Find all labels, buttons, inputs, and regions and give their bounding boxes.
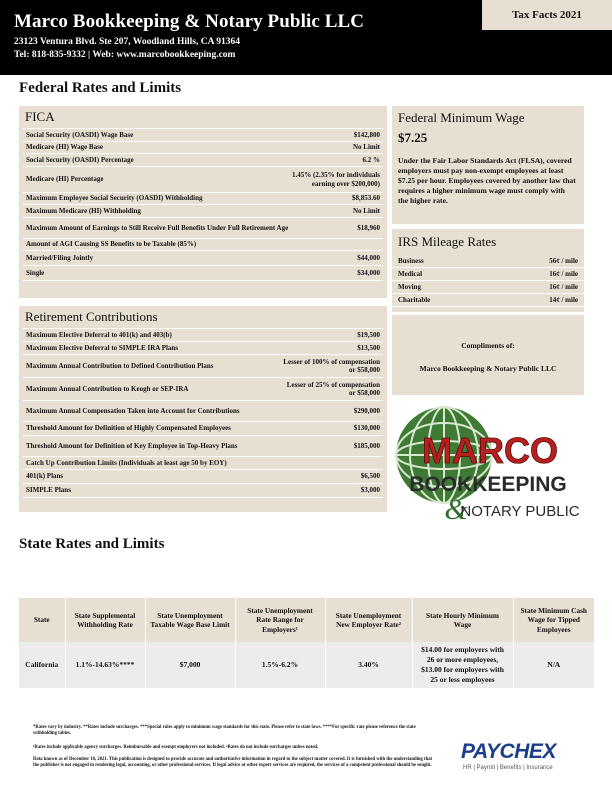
logo-word-marco: MARCO (422, 430, 558, 471)
min-wage-title: Federal Minimum Wage (398, 110, 525, 125)
row-value: $130,000 (353, 424, 380, 433)
row-value: No Limit (352, 143, 380, 152)
state-cell: $7,000 (145, 642, 235, 688)
table-row (23, 205, 383, 218)
row-label: Maximum Annual Contribution to Defined Contribution Plans (26, 361, 214, 370)
row-label: 401(k) Plans (26, 472, 64, 481)
mileage-label: Medical (398, 270, 423, 278)
table-row (23, 436, 383, 457)
row-label: Maximum Medicare (HI) Withholding (26, 206, 141, 215)
state-column-header: State Supplemental Withholding Rate (65, 598, 145, 642)
table-row (23, 329, 383, 342)
table-row (23, 457, 383, 470)
row-label: Threshold Amount for Definition of Highly Compensated Employees (26, 424, 231, 433)
retirement-table (23, 328, 383, 498)
firm-address: 23123 Ventura Blvd. Ste 207, Woodland Hills, CA 91364 (14, 37, 241, 47)
state-cell: 3.40% (325, 642, 412, 688)
row-label: Maximum Employee Social Security (OASDI) Withholding (26, 194, 203, 203)
state-column-header: State Unemployment Taxable Wage Base Limit (145, 598, 235, 642)
row-value: $142,800 (353, 130, 380, 139)
row-value: 6.2 % (362, 155, 380, 164)
firm-name: Marco Bookkeeping & Notary Public LLC (14, 11, 365, 32)
compliments-panel (392, 315, 584, 395)
row-value: $3,000 (360, 486, 380, 495)
row-value: Lesser of 25% of compensation or $58,000 (286, 380, 380, 397)
fica-table (23, 128, 383, 281)
table-row (23, 251, 383, 266)
table-row (23, 342, 383, 355)
mileage-label: Business (398, 257, 424, 265)
row-value: $19,500 (357, 330, 380, 339)
mileage-value: 14¢ / mile (549, 296, 578, 304)
table-row (23, 422, 383, 436)
row-value: Lesser of 100% of compensation or $58,000 (283, 357, 380, 374)
table-row (23, 470, 383, 484)
row-label: Catch Up Contribution Limits (Individuals at least age 50 by EOY) (26, 458, 227, 467)
row-label: Single (26, 268, 45, 277)
mileage-value: 56¢ / mile (549, 257, 578, 265)
compliments-label: Compliments of: (461, 341, 515, 350)
state-column-header: State Unemployment Rate Range for Employers¹ (235, 598, 325, 642)
state-column-header: State Unemployment New Employer Rate² (325, 598, 412, 642)
paychex-tagline: HR | Payroll | Benefits | Insurance (463, 765, 553, 771)
mileage-label: Charitable (398, 296, 431, 304)
state-column-header: State (19, 598, 65, 642)
row-value: No Limit (352, 206, 380, 215)
tax-facts-tag: Tax Facts 2021 (482, 0, 612, 30)
paychex-logo (461, 740, 556, 771)
table-row (23, 266, 383, 281)
fica-panel (19, 106, 387, 298)
firm-contact: Tel: 818-835-9332 | Web: www.marcobookkeeping.com (14, 50, 236, 60)
table-row (23, 484, 383, 498)
row-label: Maximum Elective Deferral to SIMPLE IRA Plans (26, 343, 179, 352)
row-label: Social Security (OASDI) Wage Base (26, 130, 134, 139)
row-label: Medicare (HI) Percentage (26, 175, 104, 184)
table-row (23, 129, 383, 142)
mileage-row (392, 294, 584, 307)
row-value: $18,960 (357, 223, 380, 232)
table-row (19, 642, 594, 688)
footnote-surcharges: ¹Rates include applicable agency surcharges. Reimbursable and exempt employers not included. ²Rates do not include surcharges unless noted. (33, 745, 319, 750)
row-value: $8,853.60 (352, 194, 380, 203)
table-row (23, 218, 383, 239)
state-cell: California (19, 642, 65, 688)
marco-logo (392, 395, 584, 527)
logo-word-notary: NOTARY PUBLIC (460, 503, 580, 520)
marco-logo-graphic (392, 395, 584, 527)
federal-section-title: Federal Rates and Limits (19, 80, 182, 96)
table-row (23, 193, 383, 205)
row-label: Amount of AGI Causing SS Benefits to be Taxable (85%) (26, 240, 197, 249)
mileage-value: 16¢ / mile (549, 270, 578, 278)
retirement-title: Retirement Contributions (25, 309, 158, 324)
table-row (23, 355, 383, 378)
mileage-row (392, 281, 584, 294)
mileage-table (392, 255, 584, 307)
state-cell: 1.5%-6.2% (235, 642, 325, 688)
mileage-label: Moving (398, 283, 421, 291)
state-rates-table (19, 598, 594, 688)
paychex-brand: PAYCHEX (461, 740, 556, 763)
row-value: $34,000 (357, 268, 380, 277)
row-value: $290,000 (353, 406, 380, 415)
state-section-title: State Rates and Limits (19, 536, 165, 552)
table-row (23, 401, 383, 422)
state-column-header: State Minimum Cash Wage for Tipped Employees (513, 598, 594, 642)
state-cell: N/A (513, 642, 594, 688)
row-label: Maximum Annual Compensation Taken into Account for Contributions (26, 406, 240, 415)
row-label: Social Security (OASDI) Percentage (26, 155, 134, 164)
retirement-panel (19, 306, 387, 512)
mileage-value: 16¢ / mile (549, 283, 578, 291)
min-wage-panel (392, 106, 584, 224)
state-column-header: State Hourly Minimum Wage (412, 598, 513, 642)
table-row (23, 167, 383, 193)
row-label: Married/Filing Jointly (26, 253, 94, 262)
row-value: $6,500 (360, 472, 380, 481)
mileage-panel (392, 229, 584, 312)
state-cell: $14.00 for employers with 26 or more employees, $13.00 for employers with 25 or less employees (412, 642, 513, 688)
row-label: Maximum Amount of Earnings to Still Receive Full Benefits Under Full Retirement Age (26, 223, 289, 232)
table-row (23, 142, 383, 154)
table-row (23, 154, 383, 167)
min-wage-amount: $7.25 (398, 130, 428, 145)
mileage-title: IRS Mileage Rates (398, 234, 497, 249)
row-value: $185,000 (353, 441, 380, 450)
logo-word-bookkeeping: BOOKKEEPING (409, 473, 567, 496)
row-value: 1.45% (2.35% for individuals earning over $200,000) (292, 171, 380, 188)
table-row (23, 378, 383, 401)
mileage-row (392, 268, 584, 281)
compliments-firm: Marco Bookkeeping & Notary Public LLC (419, 364, 557, 373)
fica-title: FICA (25, 109, 55, 124)
row-label: Maximum Annual Contribution to Keogh or SEP-IRA (26, 384, 189, 393)
min-wage-description: Under the Fair Labor Standards Act (FLSA), covered employers must pay non-exempt employees at least $7.25 per hour. Employees covered by another law that requires a higher minimum wage must comply with the higher rate. (398, 156, 576, 205)
row-label: Maximum Elective Deferral to 401(k) and 403(b) (26, 330, 172, 339)
row-value: $13,500 (357, 343, 380, 352)
logo-ampersand: & (444, 493, 468, 526)
state-table-header (19, 598, 594, 642)
row-label: Medicare (HI) Wage Base (26, 143, 103, 152)
footnote-disclaimer: Data known as of December 10, 2021. This publication is designed to provide accurate and authoritative information in regard to the subject matter covered. It is furnished with the understanding that the publisher is not engaged in rendering legal, accounting, or other professional services. If legal advice or other expert services are required, the services of a competent professional should be sought. (33, 757, 433, 768)
row-label: Threshold Amount for Definition of Key Employee in Top-Heavy Plans (26, 441, 238, 450)
mileage-row (392, 255, 584, 268)
table-row (23, 239, 383, 251)
state-cell: 1.1%-14.63%**** (65, 642, 145, 688)
row-value: $44,000 (357, 253, 380, 262)
row-label: SIMPLE Plans (26, 486, 71, 495)
page-header (0, 0, 612, 75)
footnote-rates: *Rates vary by industry. **Rates include surcharges. ***Special rules apply to minimum wage standards for this state. Please refer to state laws. ****For specific rate please reference the state withholding tables. (33, 725, 416, 736)
